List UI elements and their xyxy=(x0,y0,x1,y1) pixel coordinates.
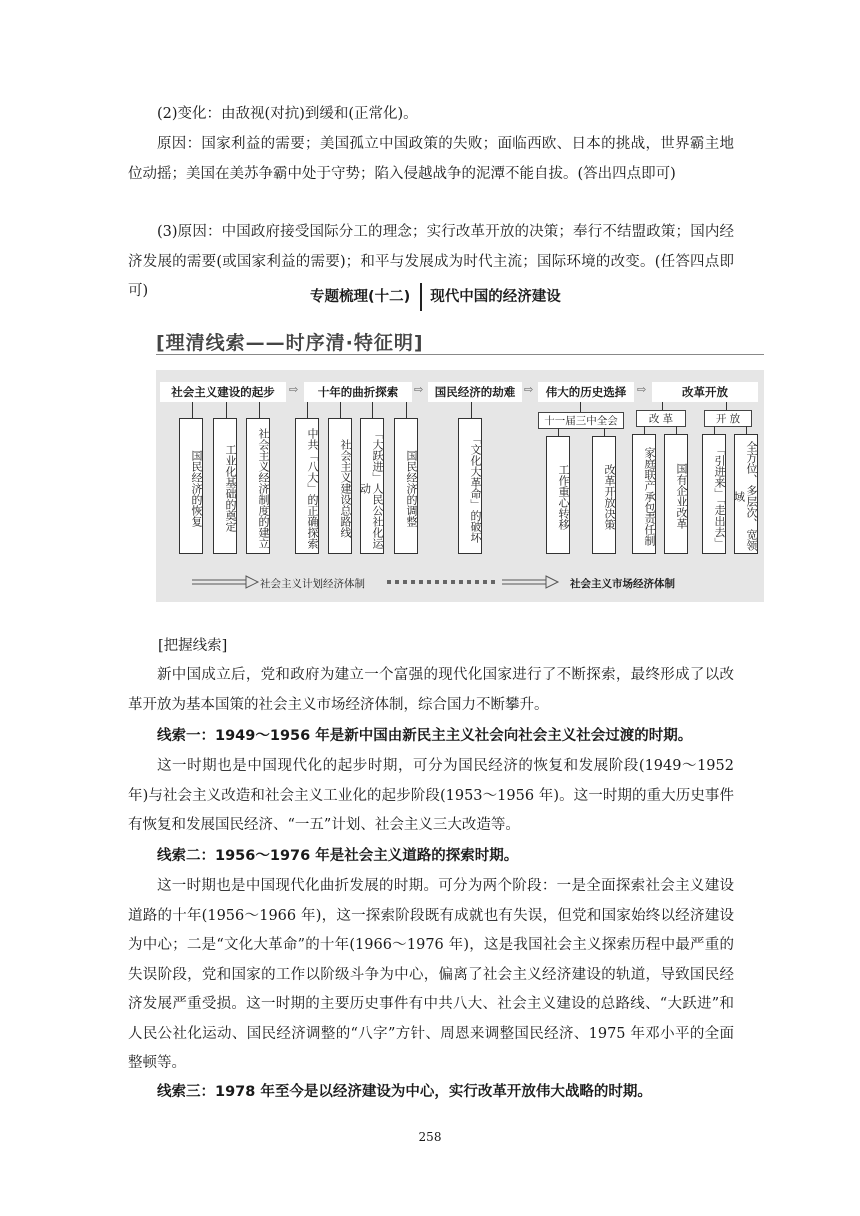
stage-reform-opening: 改革开放 xyxy=(652,382,758,402)
event-box: 社会主义建设总路线 xyxy=(328,418,352,554)
stage-exploration: 十年的曲折探索 xyxy=(304,382,412,402)
market-economy-label: 社会主义市场经济体制 xyxy=(570,578,675,590)
section-title xyxy=(310,283,561,311)
connector xyxy=(192,402,193,418)
clue-two-heading: 线索二：1956～1976 年是社会主义道路的探索时期。 xyxy=(157,848,519,864)
connector xyxy=(226,402,227,418)
event-box: 社会主义经济制度的建立 xyxy=(246,418,270,554)
stage-arrow-icon: ⇨ xyxy=(414,383,424,396)
planned-economy-label: 社会主义计划经济体制 xyxy=(260,578,365,590)
event-box: 「文化大革命」的破坏 xyxy=(458,418,482,554)
connector xyxy=(714,426,715,434)
connector xyxy=(644,426,645,434)
section-label: 专题梳理(十二) xyxy=(310,289,411,305)
event-box: 国民经济的调整 xyxy=(394,418,418,554)
connector xyxy=(406,402,407,418)
answer-paragraph-2: 原因：国家利益的需要；美国孤立中国政策的失败；面临西欧、日本的挑战，世界霸主地位动摇；美国在美苏争霸中处于守势；陷入侵越战争的泥潭不能自拔。(答出四点即可) xyxy=(128,136,734,182)
clue-banner: [理清线索——时序清·特征明] xyxy=(156,328,764,355)
plenum-label: 十一届三中全会 xyxy=(538,412,624,429)
connector xyxy=(676,426,677,434)
stage-arrow-icon: ⇨ xyxy=(524,383,534,396)
event-box: 「引进来」「走出去」 xyxy=(702,434,726,554)
connector xyxy=(259,402,260,418)
answer-paragraph-1: (2)变化：由敌视(对抗)到缓和(正常化)。 xyxy=(157,106,418,122)
clue-one-heading: 线索一：1949～1956 年是新中国由新民主主义社会向社会主义社会过渡的时期。 xyxy=(157,728,693,744)
event-box: 工业化基础的奠定 xyxy=(213,418,237,554)
connector xyxy=(604,428,605,436)
event-box: 改革开放决策 xyxy=(592,436,616,554)
stage-historic-choice: 伟大的历史选择 xyxy=(538,382,634,402)
connector xyxy=(746,426,747,434)
stage-arrow-icon: ⇨ xyxy=(637,383,647,396)
connector xyxy=(471,402,472,418)
grasp-heading: [把握线索] xyxy=(158,638,228,654)
connector xyxy=(580,402,581,412)
event-box: 「大跃进」人民公社化运动 xyxy=(360,418,384,554)
stage-start: 社会主义建设的起步 xyxy=(160,382,286,402)
event-box: 全方位、多层次、宽领域 xyxy=(734,434,758,554)
section-heading: 现代中国的经济建设 xyxy=(430,289,561,305)
connector xyxy=(307,402,308,418)
title-divider xyxy=(420,283,422,311)
answer-paragraph-3: (3)原因：中国政府接受国际分工的理念；实行改革开放的决策；奉行不结盟政策；国内经济发展的需要(或国家利益的需要)；和平与发展成为时代主流；国际环境的改变。(任答四点即可) xyxy=(128,224,734,299)
stage-arrow-icon: ⇨ xyxy=(289,383,299,396)
event-box: 家庭联产承包责任制 xyxy=(632,434,656,554)
reform-label: 改 革 xyxy=(636,410,686,427)
intro-paragraph: 新中国成立后，党和政府为建立一个富强的现代化国家进行了不断探索，最终形成了以改革开放为基本国策的社会主义市场经济体制，综合国力不断攀升。 xyxy=(128,667,734,713)
transition-dots xyxy=(387,580,495,584)
stage-calamity: 国民经济的劫难 xyxy=(428,382,522,402)
connector xyxy=(340,402,341,418)
connector xyxy=(372,402,373,418)
event-box: 工作重心转移 xyxy=(546,436,570,554)
clue-one-text: 这一时期也是中国现代化的起步时期，可分为国民经济的恢复和发展阶段(1949～1952 年)与社会主义改造和社会主义工业化的起步阶段(1953～1956 年)。这一时期的重大历史事件有恢复和发展国民经济、“一五”计划、社会主义三大改造等。 xyxy=(128,758,734,833)
connector xyxy=(558,428,559,436)
clue-two-text: 这一时期也是中国现代化曲折发展的时期。可分为两个阶段：一是全面探索社会主义建设道路的十年(1956～1966 年)，这一探索阶段既有成就也有失误，但党和国家始终以经济建设为中心；二是“文化大革命”的十年(1966～1976 年)，这是我国社会主义探索历程中最严重的失误阶段，党和国家的工作以阶级斗争为中心，偏离了社会主义经济建设的轨道，导致国民经济发展严重受损。这一时期的主要历史事件有中共八大、社会主义建设的总路线、“大跃进”和人民公社化运动、国民经济调整的“八字”方针、周恩来调整国民经济、1975 年邓小平的全面整顿等。 xyxy=(128,878,734,1071)
page-number: 258 xyxy=(418,1130,442,1144)
event-box: 国民经济的恢复 xyxy=(179,418,203,554)
event-box: 国有企业改革 xyxy=(664,434,688,554)
open-label: 开 放 xyxy=(704,410,752,427)
timeline-diagram xyxy=(156,370,764,602)
connector xyxy=(726,402,727,410)
event-box: 中共「八大」的正确探索 xyxy=(295,418,319,554)
connector xyxy=(662,402,663,410)
clue-three-heading: 线索三：1978 年至今是以经济建设为中心，实行改革开放伟大战略的时期。 xyxy=(157,1084,652,1100)
